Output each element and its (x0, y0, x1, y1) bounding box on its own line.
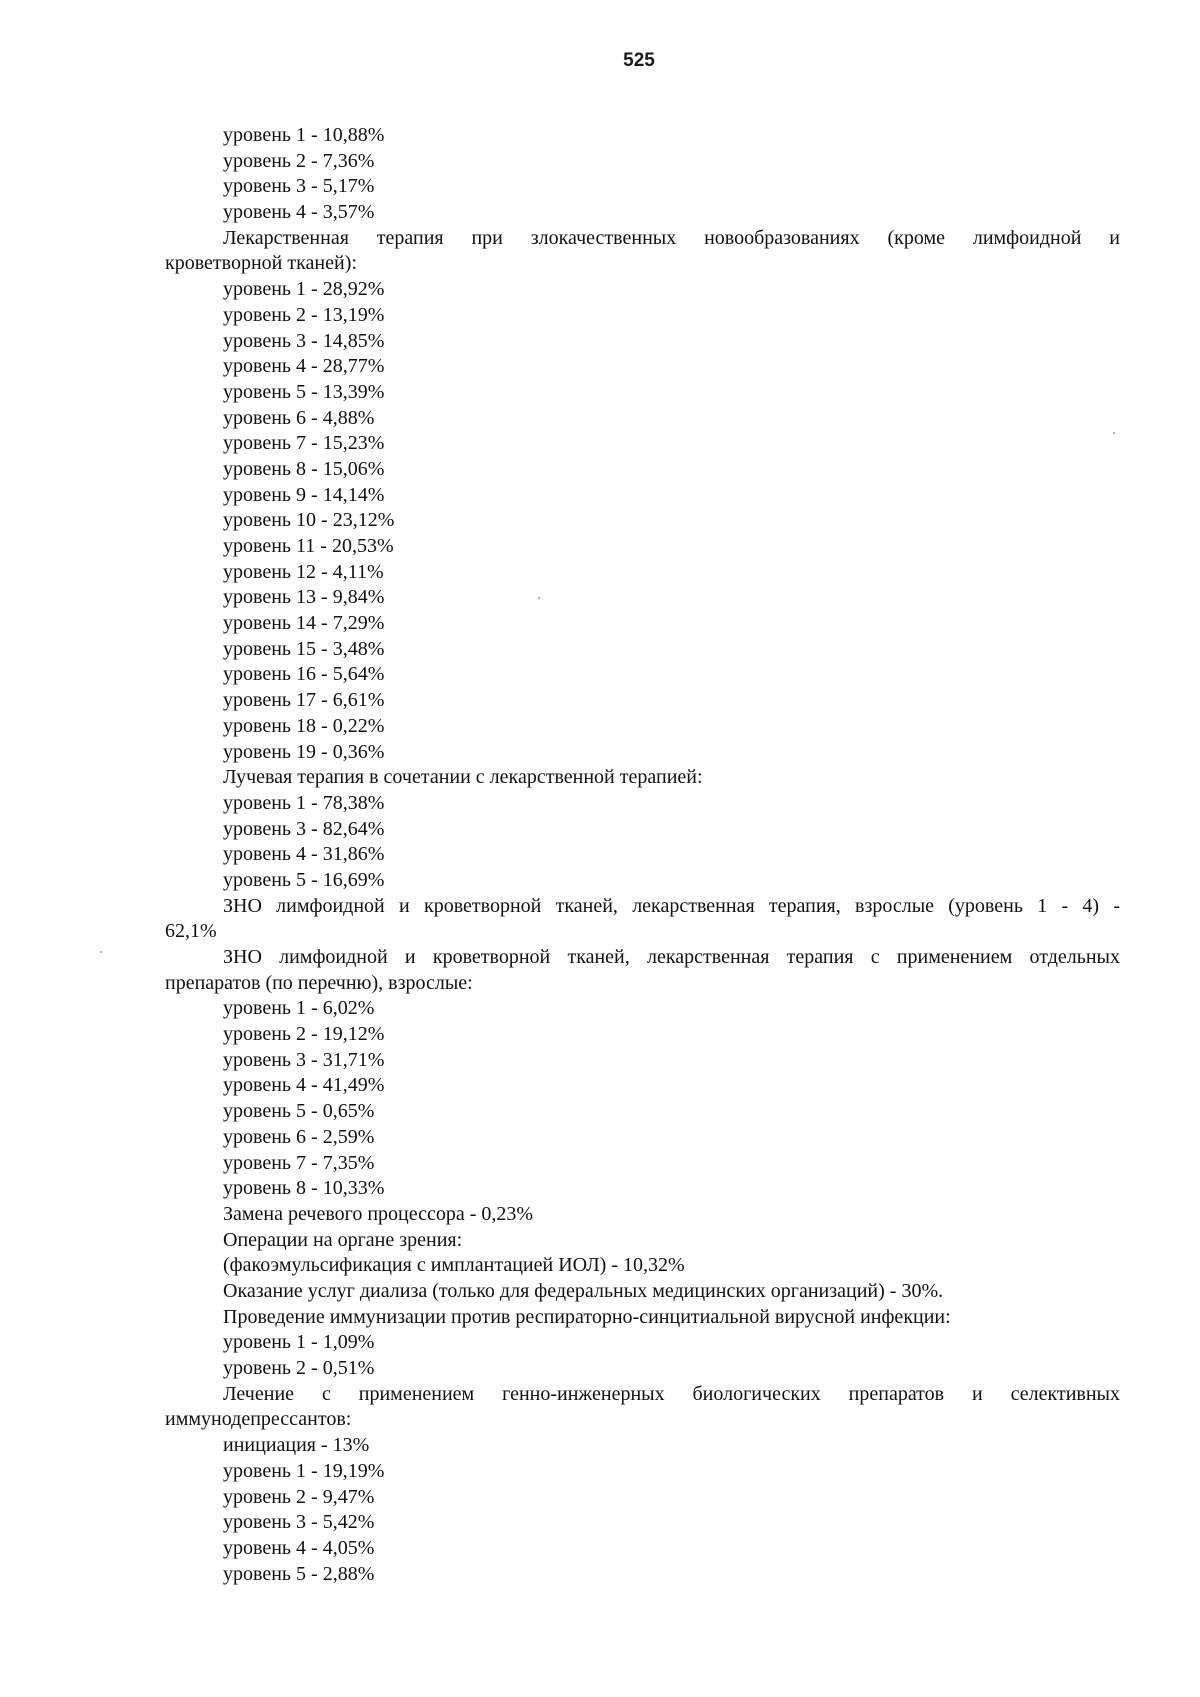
list-item: уровень 1 - 19,19% (223, 1459, 385, 1482)
zno-drugs-heading (165, 945, 1120, 996)
zno-adults-paragraph (165, 894, 1120, 945)
scan-speck (100, 951, 102, 953)
list-item: уровень 15 - 3,48% (223, 637, 385, 660)
list-item: уровень 13 - 9,84% (223, 586, 385, 609)
list-item: уровень 3 - 82,64% (223, 817, 385, 840)
list-item: уровень 8 - 10,33% (223, 1177, 385, 1200)
list-item: уровень 17 - 6,61% (223, 689, 385, 712)
list-item: уровень 1 - 78,38% (223, 791, 385, 814)
paragraph-line: Лечение с применением генно-инженерных биологических препаратов и селективных (223, 1382, 1120, 1405)
biologics-levels (165, 1433, 1120, 1587)
list-item: уровень 6 - 4,88% (223, 406, 375, 429)
radiation-heading: Лучевая терапия в сочетании с лекарственной терапией: (223, 766, 703, 789)
chemo-heading (165, 226, 1120, 277)
zno-drugs-levels (165, 996, 1120, 1202)
list-item: уровень 7 - 7,35% (223, 1151, 375, 1174)
list-item: уровень 12 - 4,11% (223, 560, 384, 583)
list-item: уровень 4 - 41,49% (223, 1074, 385, 1097)
list-item: уровень 19 - 0,36% (223, 740, 385, 763)
list-item: уровень 3 - 5,42% (223, 1511, 375, 1534)
list-item: уровень 18 - 0,22% (223, 714, 385, 737)
dialysis-line: Оказание услуг диализа (только для федеральных медицинских организаций) - 30%. (223, 1279, 944, 1302)
list-item: уровень 2 - 0,51% (223, 1357, 375, 1380)
list-item: уровень 4 - 3,57% (223, 201, 375, 224)
list-item: уровень 5 - 0,65% (223, 1100, 375, 1123)
paragraph-line: ЗНО лимфоидной и кроветворной тканей, лекарственная терапия, взрослые (уровень 1 - 4) - (223, 894, 1120, 917)
list-item: уровень 14 - 7,29% (223, 612, 385, 635)
document-body (165, 123, 1120, 1587)
list-item: уровень 3 - 14,85% (223, 329, 385, 352)
biologics-heading (165, 1382, 1120, 1433)
paragraph-line: ЗНО лимфоидной и кроветворной тканей, лекарственная терапия с применением отдельных (223, 946, 1120, 969)
list-item: уровень 5 - 16,69% (223, 868, 385, 891)
paragraph-line: кроветворной тканей): (165, 252, 357, 275)
speech-processor-line: Замена речевого процессора - 0,23% (223, 1202, 534, 1225)
list-item: уровень 3 - 31,71% (223, 1048, 385, 1071)
list-item: уровень 8 - 15,06% (223, 457, 385, 480)
chemo-levels (165, 277, 1120, 765)
list-item: уровень 6 - 2,59% (223, 1125, 375, 1148)
eye-surgery-item: (факоэмульсификация с имплантацией ИОЛ) - 10,32% (223, 1254, 685, 1277)
list-item: уровень 5 - 13,39% (223, 380, 385, 403)
list-item: уровень 2 - 19,12% (223, 1023, 385, 1046)
list-item: уровень 9 - 14,14% (223, 483, 385, 506)
list-item: уровень 5 - 2,88% (223, 1562, 375, 1585)
scan-speck (1113, 432, 1115, 434)
scan-speck (538, 597, 540, 599)
list-item: уровень 7 - 15,23% (223, 432, 385, 455)
paragraph-line: препаратов (по перечню), взрослые: (165, 971, 473, 994)
paragraph-line: Лекарственная терапия при злокачественных новообразованиях (кроме лимфоидной и (223, 226, 1120, 249)
list-item: уровень 1 - 28,92% (223, 278, 385, 301)
list-item: уровень 2 - 7,36% (223, 149, 375, 172)
list-item: уровень 2 - 13,19% (223, 303, 385, 326)
paragraph-line: 62,1% (165, 920, 217, 943)
intro-levels (165, 123, 1120, 226)
list-item: уровень 16 - 5,64% (223, 663, 385, 686)
list-item: уровень 11 - 20,53% (223, 535, 394, 558)
list-item: уровень 4 - 4,05% (223, 1536, 375, 1559)
immunization-levels (165, 1330, 1120, 1381)
list-item: уровень 2 - 9,47% (223, 1485, 375, 1508)
list-item: уровень 1 - 6,02% (223, 997, 375, 1020)
list-item: уровень 1 - 1,09% (223, 1331, 375, 1354)
immunization-heading: Проведение иммунизации против респираторно-синцитиальной вирусной инфекции: (223, 1305, 951, 1328)
list-item: уровень 4 - 31,86% (223, 843, 385, 866)
paragraph-line: иммунодепрессантов: (165, 1408, 352, 1431)
list-item: инициация - 13% (223, 1434, 370, 1457)
eye-surgery-heading: Операции на органе зрения: (223, 1228, 463, 1251)
list-item: уровень 1 - 10,88% (223, 124, 385, 146)
radiation-levels (165, 791, 1120, 894)
list-item: уровень 3 - 5,17% (223, 175, 375, 198)
list-item: уровень 4 - 28,77% (223, 355, 385, 378)
page-number: 525 (623, 50, 655, 71)
list-item: уровень 10 - 23,12% (223, 509, 395, 532)
